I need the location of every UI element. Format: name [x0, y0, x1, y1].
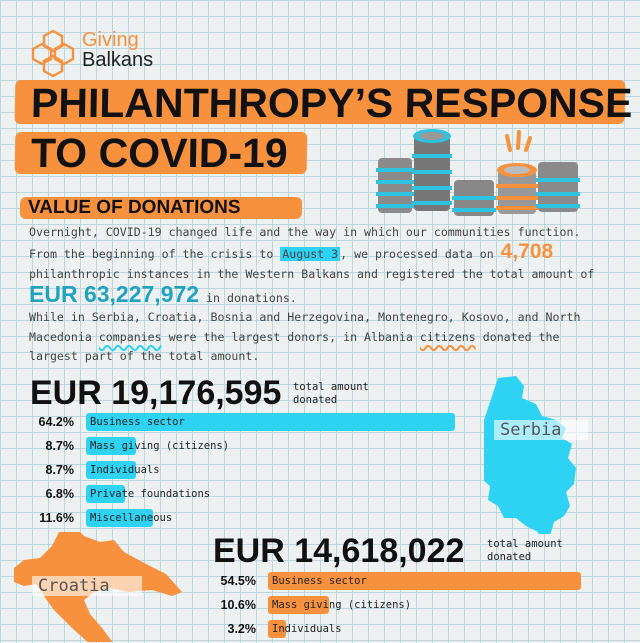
logo-line2: Balkans	[82, 49, 154, 71]
bar-category-label: Individuals	[90, 464, 160, 476]
intro-line	[29, 281, 629, 308]
serbia-total-caption: total amount donated	[293, 381, 369, 406]
intro-text: From the beginning of the crisis to	[29, 247, 281, 262]
intro-text: Macedonia	[29, 329, 99, 344]
intro-text: in donations.	[199, 291, 297, 306]
croatia-label: Croatia	[32, 576, 142, 596]
bar-row	[22, 508, 482, 528]
intro-line: philanthropic instances in the Western Balkans and registered the total amount of	[29, 266, 595, 281]
date-highlight: August 3	[282, 247, 339, 262]
bar-category-label: Business sector	[90, 416, 185, 428]
intro-paragraph	[29, 223, 629, 366]
companies-emphasis: companies	[98, 329, 162, 344]
croatia-total: EUR 14,618,022	[213, 532, 465, 570]
serbia-label: Serbia	[494, 420, 588, 440]
coin-stacks-icon	[372, 128, 592, 218]
bar-category-label: Mass giving (citizens)	[90, 440, 230, 452]
bar-category-label: Individuals	[272, 623, 342, 635]
intro-line: While in Serbia, Croatia, Bosnia and Herzegovina, Montenegro, Kosovo, and North	[29, 310, 581, 325]
bar-row	[204, 619, 624, 639]
bar-value-label: 64.2%	[38, 415, 74, 429]
logo-line1: Giving	[82, 29, 139, 51]
serbia-map-icon	[484, 374, 614, 534]
bar-value-label: 3.2%	[227, 622, 256, 636]
intro-text: , we processed data on	[340, 247, 501, 262]
croatia-bar-chart	[204, 571, 624, 643]
intro-line	[29, 328, 629, 347]
section-heading: VALUE OF DONATIONS	[27, 197, 241, 218]
bar-value-label: 8.7%	[45, 439, 74, 453]
bar-row	[22, 412, 482, 432]
bar-row	[22, 460, 482, 480]
title-band-1	[15, 80, 633, 126]
bar-value-label: 10.6%	[220, 598, 256, 612]
bar-row	[204, 571, 624, 591]
bar-category-label: Private foundations	[90, 488, 211, 500]
bar-category-label: Business sector	[272, 575, 367, 587]
bar-category-label: Mass giving (citizens)	[272, 599, 412, 611]
intro-text: donated the	[475, 329, 560, 344]
page-title-line1: PHILANTHROPY’S RESPONSE	[30, 80, 633, 126]
intro-line: Overnight, COVID-19 changed life and the way in which our communities function.	[29, 225, 581, 239]
bar-row	[22, 484, 482, 504]
page-title-line2: TO COVID-19	[30, 130, 289, 176]
intro-line: largest part of the total amount.	[29, 349, 260, 364]
serbia-total: EUR 19,176,595	[30, 374, 282, 412]
title-band-2	[15, 132, 308, 174]
instances-count: 4,708	[500, 240, 554, 264]
bar-value-label: 8.7%	[45, 463, 74, 477]
intro-line	[29, 242, 629, 264]
croatia-total-caption: total amount donated	[487, 538, 563, 563]
section-heading-band	[20, 197, 302, 219]
intro-text: were the largest donors, in Albania	[161, 329, 420, 344]
bar-value-label: 6.8%	[45, 487, 74, 501]
bar-row	[22, 436, 482, 456]
bar-row	[204, 595, 624, 615]
citizens-emphasis: citizens	[419, 329, 476, 344]
giving-balkans-logo-icon	[28, 28, 78, 78]
grand-total: EUR 63,227,972	[29, 281, 200, 308]
logo-text	[82, 30, 153, 70]
serbia-bar-chart	[22, 412, 482, 532]
bar-value-label: 11.6%	[39, 511, 74, 525]
bar-category-label: Miscellaneous	[90, 512, 173, 524]
bar-value-label: 54.5%	[220, 574, 256, 588]
